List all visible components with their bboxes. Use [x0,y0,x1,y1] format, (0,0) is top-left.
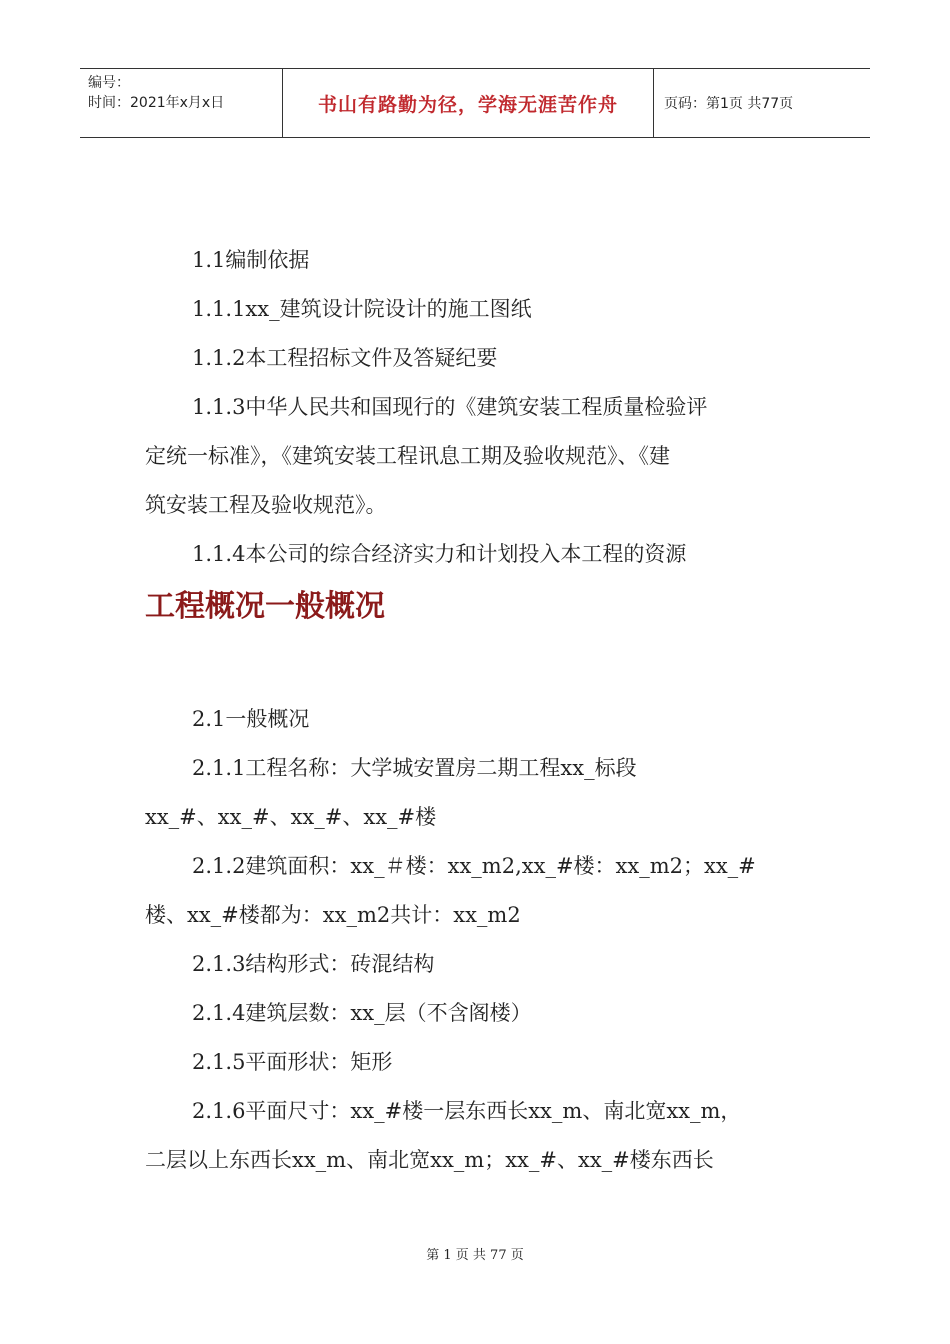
paragraph-line: 2.1.1工程名称：大学城安置房二期工程xx_标段 [192,756,637,780]
header-page-cell [654,69,870,137]
page-info: 页码：第1页 共77页 [664,96,794,112]
spacer [145,635,795,695]
section-heading: 工程概况一般概况 [145,589,385,624]
header-meta [80,69,282,137]
header-motto-cell [282,69,654,137]
document-body [145,236,795,1185]
paragraph-line: 2.1.3结构形式：砖混结构 [192,952,435,976]
paragraph-line: 1.1.1xx_建筑设计院设计的施工图纸 [192,297,532,321]
paragraph-line: xx_#、xx_#、xx_#、xx_#楼 [145,805,437,829]
number-label: 编号： [88,75,130,91]
motto: 书山有路勤为径，学海无涯苦作舟 [317,93,618,116]
paragraph-line: 楼、xx_#楼都为：xx_m2共计：xx_m2 [145,903,521,927]
paragraph-line: 2.1.5平面形状：矩形 [192,1050,393,1074]
paragraph-line: 二层以上东西长xx_m、南北宽xx_m；xx_#、xx_#楼东西长 [145,1148,714,1172]
paragraph-line: 2.1.2建筑面积：xx_＃楼：xx_m2,xx_#楼：xx_m2；xx_# [192,854,756,878]
paragraph-line: 1.1.4本公司的综合经济实力和计划投入本工程的资源 [192,542,687,566]
paragraph-line: 2.1一般概况 [192,707,310,731]
paragraph-line: 定统一标准》，《建筑安装工程讯息工期及验收规范》、《建 [145,444,670,468]
paragraph-line: 2.1.6平面尺寸：xx_#楼一层东西长xx_m、南北宽xx_m， [192,1099,742,1123]
page-footer: 第 1 页 共 77 页 [426,1248,524,1263]
paragraph-line: 筑安装工程及验收规范》。 [145,493,387,517]
date-label: 时间：2021年x月x日 [88,95,225,111]
paragraph-line: 1.1.3中华人民共和国现行的《建筑安装工程质量检验评 [192,395,708,419]
paragraph-line: 1.1.2本工程招标文件及答疑纪要 [192,346,498,370]
paragraph-line: 1.1编制依据 [192,248,310,272]
page-header [80,68,870,138]
paragraph-line: 2.1.4建筑层数：xx_层（不含阁楼） [192,1001,532,1025]
